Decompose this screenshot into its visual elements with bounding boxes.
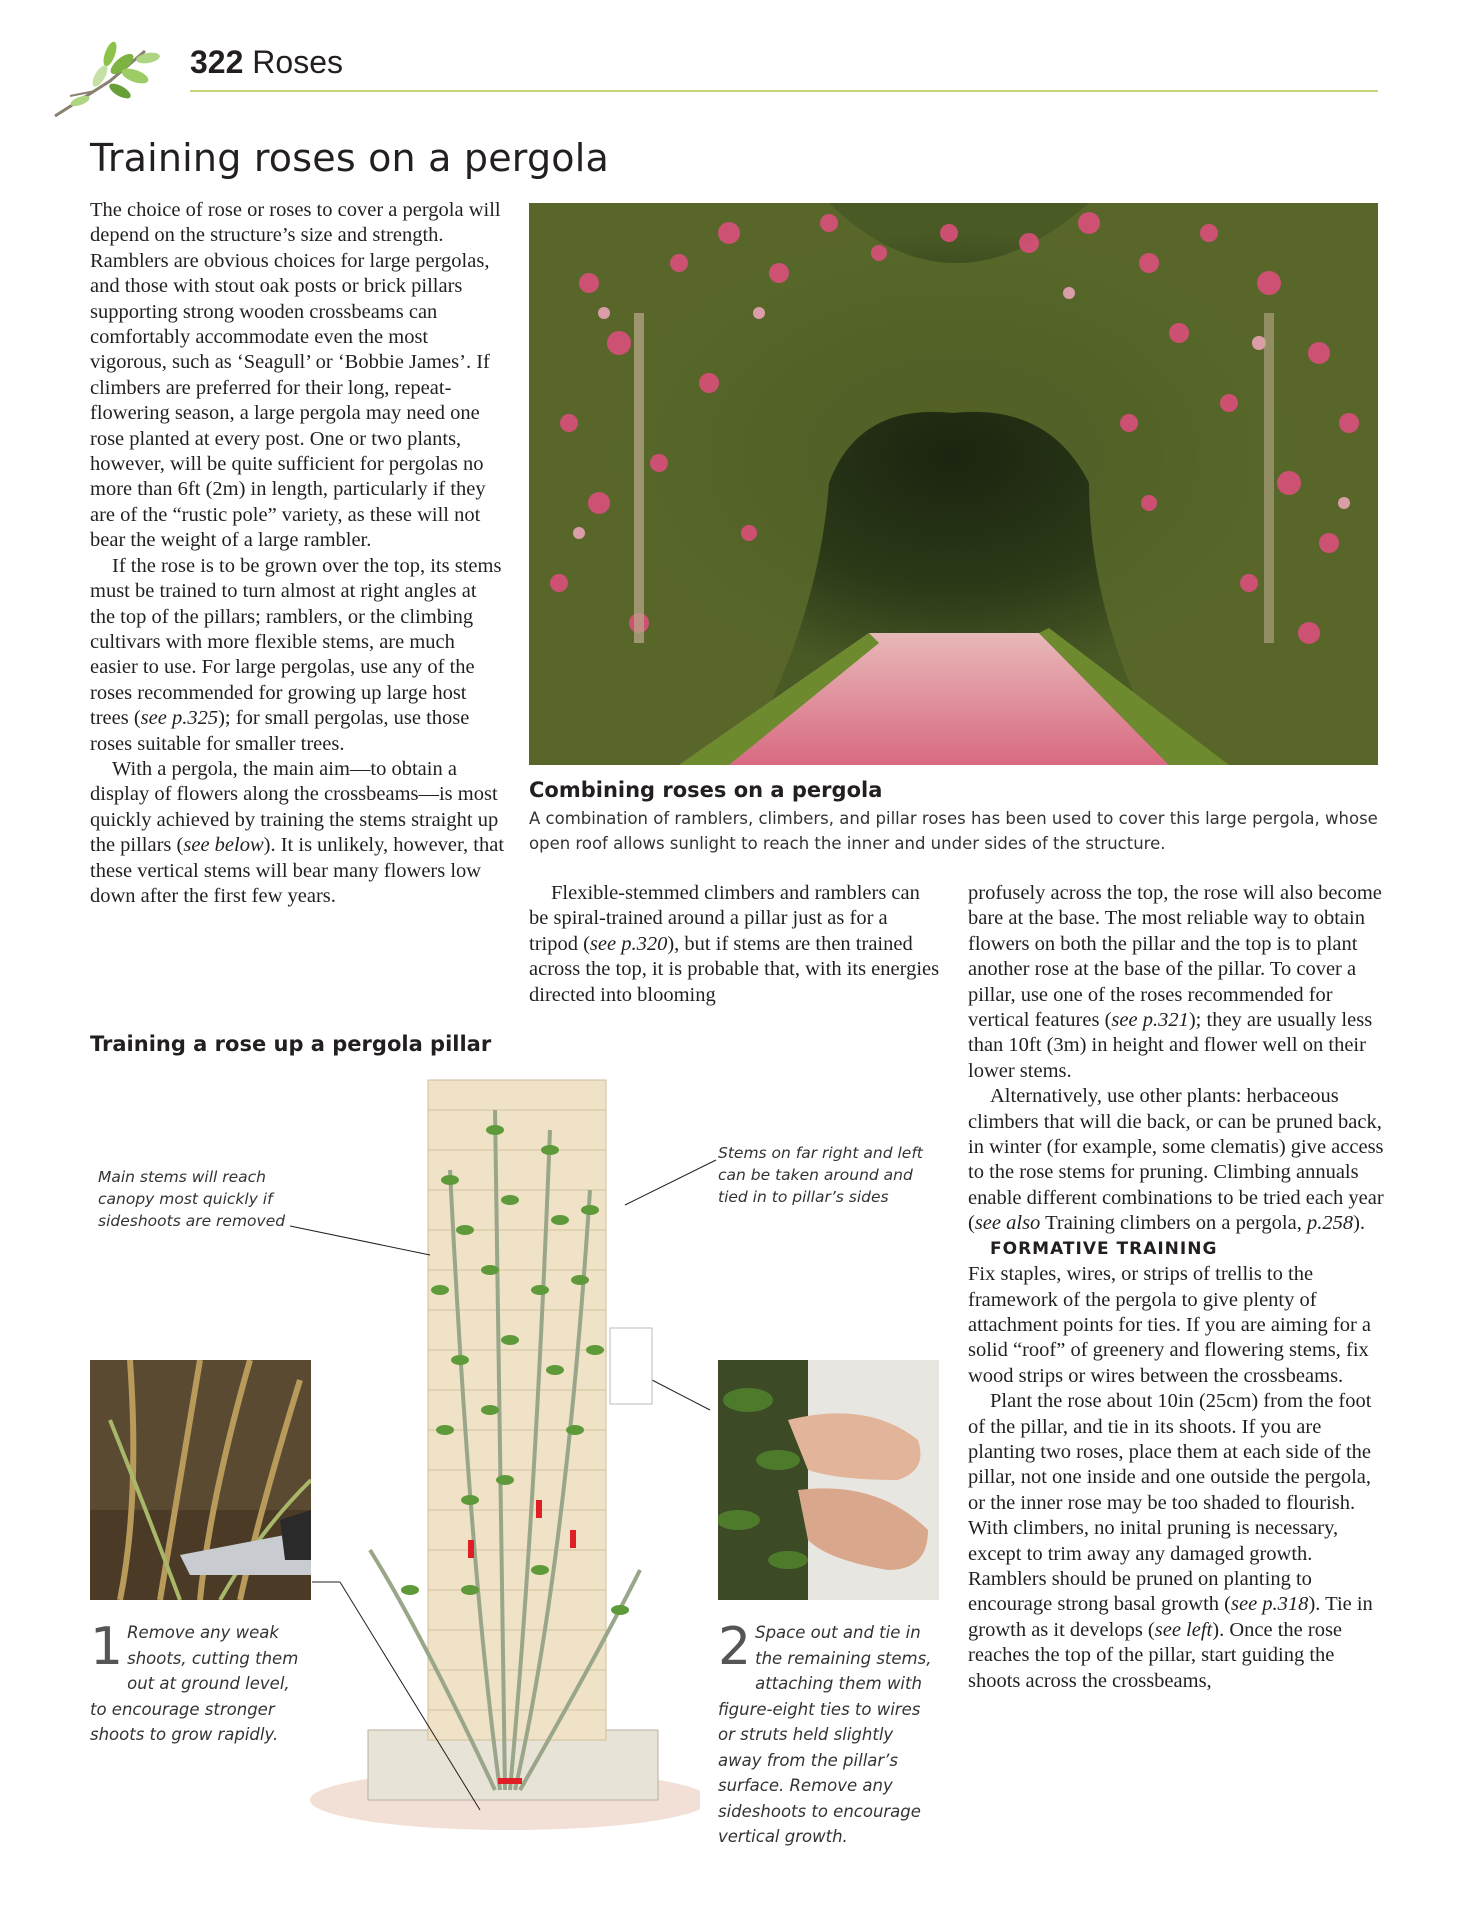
paragraph: Alternatively, use other plants: herbaceous climbers that will die back, or can be pruned back, in winter (for example, some clematis) give access to the rose stems for pruning. Climbing annuals enable different combinations to be tried each year (see also Training climbers on a pergola, p.258). bbox=[968, 1085, 1384, 1235]
page-number: 322 bbox=[190, 44, 244, 80]
middle-column-text bbox=[529, 881, 941, 1008]
paragraph: Plant the rose about 10in (25cm) from the foot of the pillar, and tie in its shoots. If you are planting two roses, place them at each side of the pillar, not one inside and one outside the pergola, or the inner rose may be too shaded to flourish. With climbers, no inital pruning is necessary, except to trim away any damaged growth. Ramblers should be pruned on planting to encourage strong basal growth (see p.318). Tie in growth as it develops (see left). Once the rose reaches the top of the pillar, start guiding the shoots across the crossbeams, bbox=[968, 1390, 1373, 1692]
photo-caption-title: Combining roses on a pergola bbox=[529, 778, 883, 802]
left-column-text bbox=[90, 198, 505, 909]
step-number: 1 bbox=[90, 1617, 124, 1677]
leaf-sprig-icon bbox=[50, 36, 165, 126]
right-column-text bbox=[968, 881, 1388, 1694]
running-header bbox=[190, 44, 343, 81]
paragraph: profusely across the top, the rose will also become bare at the base. The most reliable way to obtain flowers on both the pillar and the top is to plant another rose at the base of the pillar. To cover a pillar, use one of the roses recommended for vertical features (see p.321); they are usually less than 10ft (3m) in height and flower well on their lower stems. bbox=[968, 882, 1382, 1082]
annotation-main-stems: Main stems will reach canopy most quickly if sideshoots are removed bbox=[98, 1168, 286, 1230]
paragraph: Flexible-stemmed climbers and ramblers can be spiral-trained around a pillar just as for a tripod (see p.320), but if stems are then trained across the top, it is probable that, with its energies directed into blooming bbox=[529, 882, 940, 1006]
subheading-formative-training: FORMATIVE TRAINING bbox=[990, 1238, 1218, 1259]
paragraph: With a pergola, the main aim—to obtain a display of flowers along the crossbeams—is most quickly achieved by training the stems straight up the pillars (see below). It is unlikely, however, that these vertical stems will bear many flowers low down after the first few years. bbox=[90, 757, 505, 907]
pruning-photo bbox=[90, 1360, 311, 1600]
annotation-side-stems: Stems on far right and left can be taken around and tied in to pillar’s sides bbox=[718, 1144, 923, 1206]
header-rule bbox=[190, 90, 1378, 92]
step-1-caption bbox=[90, 1617, 310, 1748]
page-title: Training roses on a pergola bbox=[90, 136, 609, 180]
paragraph: The choice of rose or roses to cover a pergola will depend on the structure’s size and strength. Ramblers are obvious choices for large pergolas, and those with stout oak posts or brick pillars supporting strong wooden crossbeams can comfortably accommodate even the most vigorous, such as ‘Seagull’ or ‘Bobbie James’. If climbers are preferred for their long, repeat-flowering season, a large pergola may need one rose planted at every post. One or two plants, however, will be quite sufficient for pergolas no more than 6ft (2m) in length, particularly if they are of the “rustic pole” variety, as these will not bear the weight of a large rambler. bbox=[90, 199, 501, 552]
section-name: Roses bbox=[252, 44, 343, 80]
step-number: 2 bbox=[718, 1617, 752, 1677]
paragraph: Fix staples, wires, or strips of trellis to the framework of the pergola to give plenty of attachment points for ties. If you are aiming for a solid “roof” of greenery and flowering stems, fix wood strips or wires between the crossbeams. bbox=[968, 1263, 1372, 1387]
paragraph: If the rose is to be grown over the top, its stems must be trained to turn almost at right angles at the top of the pillars; ramblers, or the climbing cultivars with more flexible stems, are much easier to use. For large pergolas, use any of the roses recommended for growing up large host trees (see p.325); for small pergolas, use those roses suitable for smaller trees. bbox=[90, 554, 502, 755]
tying-stems-photo bbox=[718, 1360, 939, 1600]
step-2-caption bbox=[718, 1617, 938, 1850]
photo-caption-body: A combination of ramblers, climbers, and pillar roses has been used to cover this large pergola, whose open roof allows sunlight to reach the inner and under sides of the structure. bbox=[529, 809, 1378, 853]
step-text: Remove any weak shoots, cutting them out at ground level, to encourage stronger shoots to grow rapidly. bbox=[90, 1623, 299, 1744]
pergola-pillar-illustration bbox=[300, 1070, 700, 1850]
illustration-heading: Training a rose up a pergola pillar bbox=[90, 1032, 492, 1056]
pergola-photo bbox=[529, 203, 1378, 765]
step-text: Space out and tie in the remaining stems, attaching them with figure-eight ties to wires or struts held slightly away from the pillar’s surface. Remove any sideshoots to encourage vertical growth. bbox=[718, 1623, 932, 1846]
